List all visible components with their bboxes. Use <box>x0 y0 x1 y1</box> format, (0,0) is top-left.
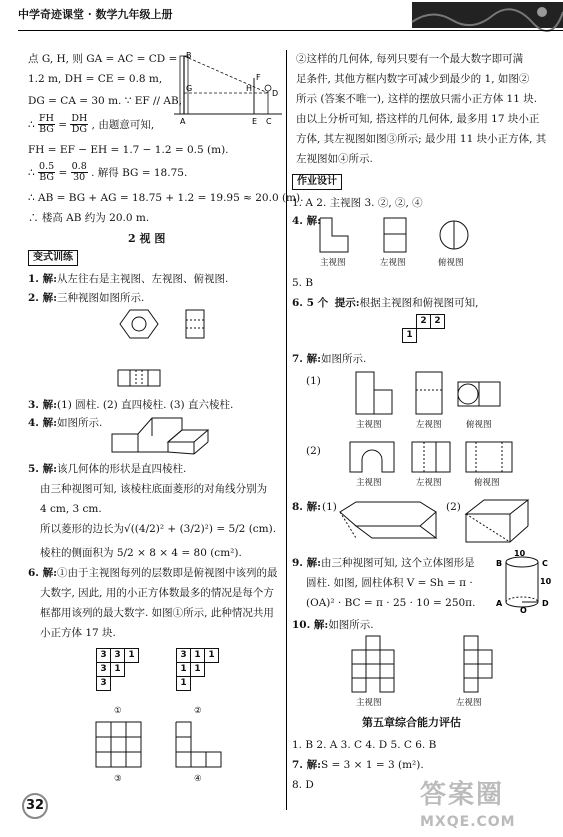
column-divider <box>286 50 287 810</box>
label-d: D <box>542 599 549 608</box>
three-views-figure-q4 <box>318 214 478 256</box>
left-view-3x3 <box>96 722 156 770</box>
text-line: ∴ $\frac{FH}{BG}$ = $\frac{DH}{DG}$ , 由题意可知, <box>28 113 155 136</box>
watermark-line1: 答案圈 <box>420 780 505 810</box>
building-shadow-figure <box>170 48 285 126</box>
answer-4-label: 4. 解: <box>292 215 321 227</box>
count-grid-2: 3 1 1 1 1 1 <box>176 648 219 691</box>
label-a: A <box>496 599 503 608</box>
label-h: H <box>246 84 253 93</box>
text-line: 圆柱. 如图, 圆柱体积 V = Sh = π · <box>306 577 473 589</box>
caption-main-view: 主视图 <box>356 478 382 488</box>
homework-design-label: 作业设计 <box>292 174 342 190</box>
cylinder-top-label: 10 <box>514 549 526 558</box>
views-figure-q10 <box>352 634 502 696</box>
part-label: (2) <box>306 445 321 457</box>
label-a: A <box>180 117 186 126</box>
text-line: FH = EF − EH = 1.7 − 1.2 = 0.5 (m). <box>28 144 229 156</box>
text-line: 4 cm, 3 cm. <box>40 503 102 515</box>
header-rule <box>18 30 563 31</box>
count-grid-q6: 2 2 1 <box>402 314 445 343</box>
label-e: E <box>252 117 258 126</box>
text-line: 由以上分析可知, 搭这样的几何体, 最多用 17 块小正 <box>296 113 540 125</box>
label-c: C <box>542 559 548 568</box>
answer-2: 2. 解:三种视图如图所示. <box>28 292 145 304</box>
answer-5: 5. 解:该几何体的形状是直四棱柱. <box>28 463 187 475</box>
text-line: 所示 (答案不唯一), 这样的摆放只需小正方体 11 块. <box>296 93 538 105</box>
hexagon-view-figure <box>110 308 230 392</box>
part-label: (1) <box>322 501 337 513</box>
answer-6: 6. 解:①由于主视图每列的层数即是俯视图中该列的最 <box>28 567 278 579</box>
cylinder-figure <box>492 550 556 616</box>
count-grid-1: 3 3 1 3 1 3 <box>96 648 139 691</box>
label-f: F <box>256 73 261 82</box>
fig-label: ① <box>114 706 122 716</box>
label-g: G <box>186 84 193 93</box>
text-line: 点 G, H, 则 GA = AC = CD = <box>28 53 178 65</box>
text-line: ∴ 楼高 AB 约为 20.0 m. <box>28 212 150 224</box>
three-views-figure-q7-2 <box>348 440 518 474</box>
label-c: C <box>266 117 272 126</box>
caption-main-view: 主视图 <box>356 698 382 708</box>
answer-9: 9. 解:由三种视图可知, 这个立体图形是 <box>292 557 475 569</box>
text-line: 所以菱形的边长为√((4/2)² + (3/2)²) = 5/2 (cm). <box>40 523 277 535</box>
header-title: 中学奇迹课堂 · 数学九年级上册 <box>18 8 173 21</box>
text-line: 方体, 其左视图如图③所示; 最少用 11 块小正方体, 其 <box>296 133 547 145</box>
answer-line: 1. B 2. A 3. C 4. D 5. C 6. B <box>292 739 437 751</box>
banner-decoration-icon <box>412 2 563 28</box>
left-view-l-shape <box>176 722 236 770</box>
answer-1: 1. 解:从左往右是主视图、左视图、俯视图. <box>28 273 229 285</box>
answer-line: 5. B <box>292 277 314 289</box>
text-line: 1.2 m, DH = CE = 0.8 m, <box>28 73 163 85</box>
fig-label: ④ <box>194 774 202 784</box>
watermark-line2: MXQE.COM <box>420 814 516 831</box>
label-d: D <box>272 89 279 98</box>
caption-top-view: 俯视图 <box>474 478 500 488</box>
caption-main-view: 主视图 <box>320 258 346 268</box>
header-banner <box>412 2 563 28</box>
answer-8-label: 8. 解: <box>292 501 321 513</box>
caption-left-view: 左视图 <box>416 478 442 488</box>
page-number: 32 <box>22 793 48 819</box>
text-line: 左视图如④所示. <box>296 153 373 165</box>
answer-6: 6. 5 个 提示:根据主视图和俯视图可知, <box>292 297 479 309</box>
answer-7: 7. 解:如图所示. <box>292 353 367 365</box>
answer-10: 10. 解:如图所示. <box>292 619 374 631</box>
part-label: (2) <box>446 501 461 513</box>
watermark <box>420 778 560 834</box>
caption-main-view: 主视图 <box>356 420 382 430</box>
text-line: 由三种视图可知, 该棱柱底面菱形的对角线分别为 <box>40 483 268 495</box>
fig-label: ② <box>194 706 202 716</box>
text-line: 棱柱的侧面积为 5/2 × 8 × 4 = 80 (cm²). <box>40 547 242 559</box>
text-line: 大数字, 因此, 用的小正方体数最多的情况是每个方 <box>40 587 274 599</box>
label-b: B <box>186 51 192 60</box>
chapter-title: 第五章综合能力评估 <box>362 716 461 729</box>
answer-4: 4. 解:如图所示. <box>28 417 103 429</box>
fig-label: ③ <box>114 774 122 784</box>
text-line: ∴ $\frac{0.5}{BG}$ = $\frac{0.8}{30}$ . 解得 BG = 18.75. <box>28 161 188 184</box>
caption-top-view: 俯视图 <box>466 420 492 430</box>
text-line: (OA)² · BC = π · 25 · 10 = 250π. <box>306 597 476 609</box>
answer-line: 8. D <box>292 779 314 791</box>
cylinder-side-label: 10 <box>540 577 552 586</box>
text-line: ②这样的几何体, 每列只要有一个最大数字即可满 <box>296 53 524 65</box>
label-b: B <box>496 559 503 568</box>
caption-top-view: 俯视图 <box>438 258 464 268</box>
answer-3: 3. 解:(1) 圆柱. (2) 直四棱柱. (3) 直六棱柱. <box>28 399 234 411</box>
step-solid-figure <box>108 412 218 458</box>
text-line: 小正方体 17 块. <box>40 627 116 639</box>
variant-training-label: 变式训练 <box>28 250 78 266</box>
label-o: O <box>520 606 527 615</box>
caption-left-view: 左视图 <box>380 258 406 268</box>
section-title: 2 视 图 <box>128 232 166 245</box>
text-line: DG = CA = 30 m. ∵ EF // AB, <box>28 95 183 107</box>
caption-left-view: 左视图 <box>416 420 442 430</box>
text-line: ∴ AB = BG + AG = 18.75 + 1.2 = 19.95 ≈ 20.0 (m). <box>28 192 304 204</box>
answer-7: 7. 解:S = 3 × 1 = 3 (m²). <box>292 759 424 771</box>
answer-line: 1. A 2. 主视图 3. ②, ②, ④ <box>292 197 423 209</box>
three-views-figure-q7-1 <box>354 370 504 418</box>
part-label: (1) <box>306 375 321 387</box>
prism-figures-q8 <box>336 496 536 546</box>
caption-left-view: 左视图 <box>456 698 482 708</box>
text-line: 足条件, 其他方框内数字可减少到最少的 1, 如图② <box>296 73 530 85</box>
text-line: 框都用该列的最大数字. 如图①所示, 此种情况共用 <box>40 607 274 619</box>
